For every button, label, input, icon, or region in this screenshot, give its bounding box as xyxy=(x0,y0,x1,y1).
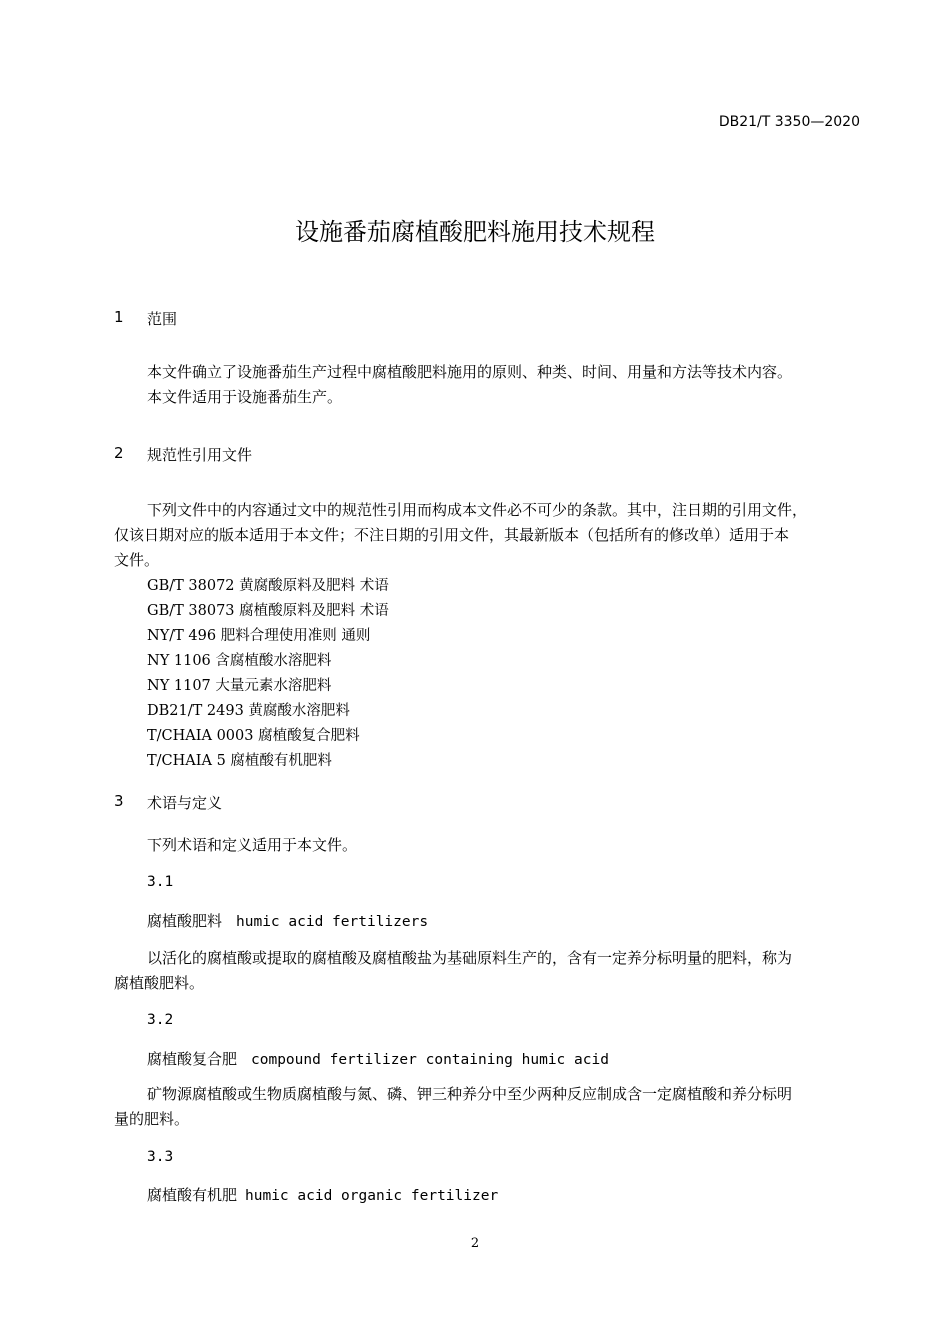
reference-item: NY 1107 大量元素水溶肥料 xyxy=(147,678,332,694)
reference-item: DB21/T 2493 黄腐酸水溶肥料 xyxy=(147,703,350,719)
term-chinese: 腐植酸有机肥 xyxy=(147,1186,238,1204)
page-number: 2 xyxy=(470,1236,480,1251)
reference-item: NY 1106 含腐植酸水溶肥料 xyxy=(147,653,332,669)
reference-item: GB/T 38073 腐植酸原料及肥料 术语 xyxy=(147,603,389,619)
term-english: humic acid organic fertilizer xyxy=(245,1188,499,1204)
term-definition-line-2: 量的肥料。 xyxy=(114,1110,190,1128)
term-entry xyxy=(147,1048,609,1069)
reference-item: T/CHAIA 0003 腐植酸复合肥料 xyxy=(147,728,360,744)
term-entry xyxy=(147,910,428,931)
term-chinese: 腐植酸肥料 xyxy=(147,912,223,930)
term-definition-line-1: 以活化的腐植酸或提取的腐植酸及腐植酸盐为基础原料生产的，含有一定养分标明量的肥料，称为 xyxy=(147,949,793,967)
term-number: 3.1 xyxy=(147,874,174,890)
reference-item: NY/T 496 肥料合理使用准则 通则 xyxy=(147,628,371,644)
scope-paragraph-2: 本文件适用于设施番茄生产。 xyxy=(147,388,343,406)
scope-paragraph-1: 本文件确立了设施番茄生产过程中腐植酸肥料施用的原则、种类、时间、用量和方法等技术内容。 xyxy=(147,363,793,381)
term-definition-line-2: 腐植酸肥料。 xyxy=(114,974,205,992)
section-title: 术语与定义 xyxy=(147,794,223,812)
page-title: 设施番茄腐植酸肥料施用技术规程 xyxy=(295,218,655,246)
section-number: 1 xyxy=(114,308,124,326)
document-number: DB21/T 3350—2020 xyxy=(718,114,860,130)
reference-item: GB/T 38072 黄腐酸原料及肥料 术语 xyxy=(147,578,389,594)
section-number: 2 xyxy=(114,444,124,462)
section-title: 范围 xyxy=(147,310,178,328)
references-intro-line-2: 仅该日期对应的版本适用于本文件；不注日期的引用文件，其最新版本（包括所有的修改单）适用于本 xyxy=(114,526,790,544)
section-title: 规范性引用文件 xyxy=(147,446,253,464)
term-definition-line-1: 矿物源腐植酸或生物质腐植酸与氮、磷、钾三种养分中至少两种反应制成含一定腐植酸和养分标明 xyxy=(147,1085,793,1103)
references-intro-line-3: 文件。 xyxy=(114,551,160,569)
section-number: 3 xyxy=(114,792,124,810)
references-intro-line-1: 下列文件中的内容通过文中的规范性引用而构成本文件必不可少的条款。其中，注日期的引用文件， xyxy=(147,501,808,519)
section-heading-terms-and-definitions xyxy=(114,792,414,814)
section-heading-normative-references xyxy=(114,444,414,466)
term-english: humic acid fertilizers xyxy=(236,914,429,930)
term-number: 3.2 xyxy=(147,1012,174,1028)
term-english: compound fertilizer containing humic acid xyxy=(251,1052,609,1068)
term-number: 3.3 xyxy=(147,1149,174,1165)
term-chinese: 腐植酸复合肥 xyxy=(147,1050,238,1068)
section-heading-scope xyxy=(114,308,414,330)
reference-item: T/CHAIA 5 腐植酸有机肥料 xyxy=(147,753,332,769)
terms-intro: 下列术语和定义适用于本文件。 xyxy=(147,836,358,854)
term-entry xyxy=(147,1184,498,1205)
